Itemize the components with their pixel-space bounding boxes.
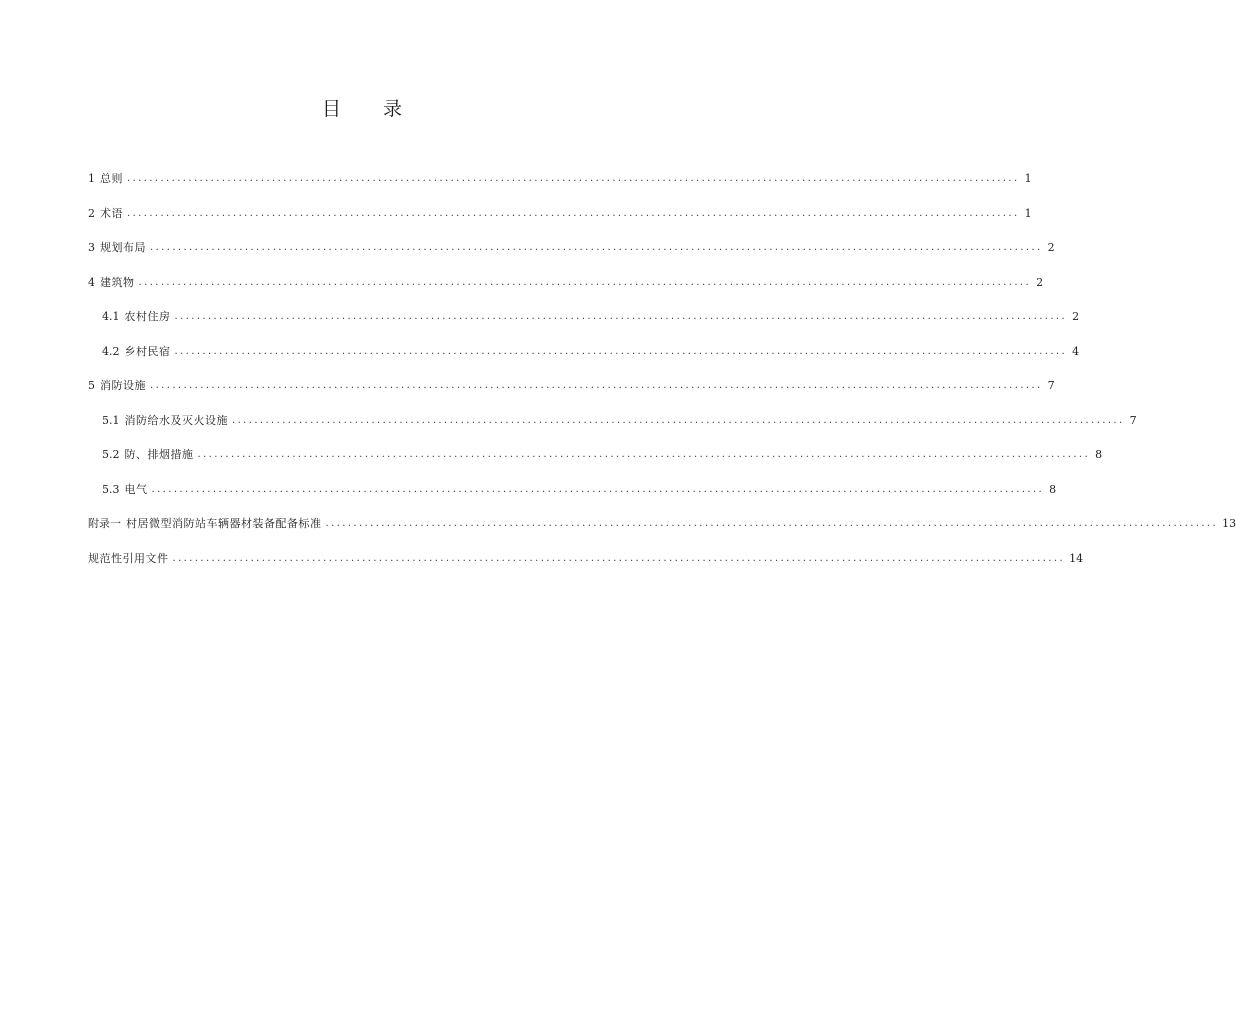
toc-entry-number: 5.3	[102, 482, 120, 496]
dot-leader: ................................................................................................................................................................	[150, 242, 1043, 254]
toc-entry-buildings[interactable]	[88, 266, 1044, 301]
toc-entry-page: 2	[1036, 275, 1044, 289]
toc-entry-page: 13	[1222, 517, 1236, 531]
toc-entry-number: 4	[88, 275, 95, 289]
toc-entry-page: 2	[1072, 310, 1080, 324]
toc-entry-title: 规范性引用文件	[88, 551, 169, 565]
dot-leader: ................................................................................................................................................................	[127, 173, 1020, 185]
toc-entry-rural-homestay[interactable]	[88, 335, 1080, 370]
toc-entry-appendix-one[interactable]	[88, 507, 1236, 542]
toc-entry-smoke-control[interactable]	[88, 438, 1103, 473]
toc-entry-number: 3	[88, 241, 95, 255]
toc-entry-title: 防、排烟措施	[124, 448, 194, 462]
toc-entry-title: 乡村民宿	[124, 344, 171, 358]
dot-leader: ................................................................................................................................................................	[325, 518, 1219, 530]
toc-entry-water-supply-extinguishing[interactable]	[88, 404, 1137, 439]
toc-list	[88, 162, 1236, 576]
toc-entry-planning-layout[interactable]	[88, 231, 1055, 266]
toc-entry-page: 1	[1024, 172, 1032, 186]
toc-entry-title: 总则	[100, 172, 123, 186]
toc-entry-page: 1	[1024, 206, 1032, 220]
toc-entry-number: 5.1	[102, 413, 120, 427]
toc-entry-page: 8	[1095, 448, 1103, 462]
dot-leader: ................................................................................................................................................................	[172, 552, 1066, 564]
toc-entry-general[interactable]	[88, 162, 1032, 197]
toc-entry-page: 7	[1129, 413, 1137, 427]
dot-leader: ................................................................................................................................................................	[150, 380, 1043, 392]
toc-entry-page: 8	[1049, 482, 1057, 496]
toc-entry-title: 村居微型消防站车辆器材装备配备标准	[126, 517, 322, 531]
toc-entry-title: 规划布局	[100, 241, 146, 255]
toc-entry-page: 4	[1072, 344, 1080, 358]
dot-leader: ................................................................................................................................................................	[197, 449, 1091, 461]
toc-entry-electrical[interactable]	[88, 473, 1057, 508]
toc-entry-terms[interactable]	[88, 197, 1032, 232]
toc-entry-number: 1	[88, 172, 95, 186]
toc-entry-number: 附录一	[88, 517, 121, 531]
toc-entry-number: 2	[88, 206, 95, 220]
dot-leader: ................................................................................................................................................................	[127, 207, 1020, 219]
toc-entry-rural-housing[interactable]	[88, 300, 1080, 335]
toc-entry-number: 4.2	[102, 344, 120, 358]
dot-leader: ................................................................................................................................................................	[232, 414, 1125, 426]
dot-leader: ................................................................................................................................................................	[138, 276, 1032, 288]
toc-entry-page: 7	[1047, 379, 1055, 393]
toc-entry-number: 5	[88, 379, 95, 393]
toc-entry-title: 农村住房	[124, 310, 171, 324]
toc-entry-fire-facilities[interactable]	[88, 369, 1055, 404]
toc-entry-title: 电气	[124, 482, 148, 496]
toc-title: 目 录	[321, 98, 421, 120]
dot-leader: ................................................................................................................................................................	[174, 311, 1068, 323]
toc-entry-title: 消防给水及灭火设施	[124, 413, 228, 427]
toc-entry-page: 2	[1047, 241, 1055, 255]
toc-entry-number: 4.1	[102, 310, 120, 324]
toc-entry-normative-references[interactable]	[88, 542, 1084, 577]
toc-entry-page: 14	[1069, 551, 1084, 565]
toc-entry-title: 消防设施	[100, 379, 146, 393]
toc-entry-title: 建筑物	[100, 275, 135, 289]
toc-entry-number: 5.2	[102, 448, 120, 462]
toc-entry-title: 术语	[100, 206, 123, 220]
dot-leader: ................................................................................................................................................................	[151, 483, 1045, 495]
dot-leader: ................................................................................................................................................................	[174, 345, 1068, 357]
